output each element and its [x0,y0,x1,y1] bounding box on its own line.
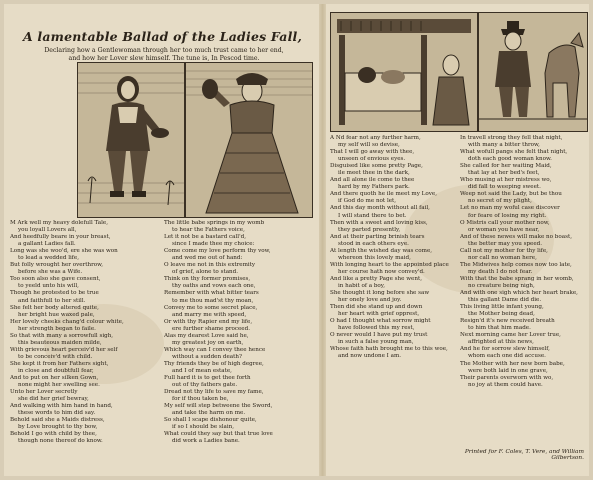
verse-line: since I made thee my choice: [172,241,255,248]
verse-line: the Mother being dead, [468,311,535,318]
verse-line: Come come my love perform thy vow, [164,248,271,255]
verse-line: Alas my dearest Love said he, [164,332,249,339]
verse-line: no creature being nigh, [468,282,535,289]
verse-line: to hear the Fathers voice, [172,227,245,234]
verse-line: She called for her waiting Maid, [460,163,552,170]
verse-line: Next morning came her Lover true, [460,332,561,339]
verse-line: did work a Ladies bane. [172,438,240,445]
right-page [326,4,589,476]
verse-line: if God do me not let, [338,198,397,205]
verse-line: in habit of a boy, [338,282,385,289]
verse-line: Long was she woo'd, ere she was won [10,248,118,255]
verse-line: by Love brought to thy bow, [18,424,98,431]
verse-line: The little babe springs in my womb [164,220,265,226]
verse-line: none might her swelling see. [18,382,100,389]
verse-line: And walking with him hand in hand, [10,403,113,410]
verse-line: the better may you speed. [468,240,543,247]
verse-line: O never would I have put my trust [330,332,428,339]
verse-line: in such a false young man, [338,339,414,346]
verse-line: And like a pretty Page she went, [330,275,422,282]
traveller-woodcut-icon [478,12,588,132]
verse-line: Let no man my woful case discover [460,205,560,212]
subtitle-line-1: Declaring how a Gentlewoman through her too much trust came to her end, [44,47,284,54]
verse-line: without a sudden death? [172,353,242,360]
verse-line: And he for sorrow slew himself, [460,346,550,353]
verse-line: M Ark well my heavy dolefull Tale, [10,220,109,226]
verse-line: Disguised like some pretty Page, [330,163,423,170]
verse-line: and wed me out of hand: [172,255,243,262]
verse-line: to be conceiv'd with child. [18,353,93,360]
verse-line: O had I thought what sorrow might [330,318,431,325]
subtitle-line-2: and how her Lover slew himself. The tune is, In Pescod time. [68,55,260,62]
verse-line: and I of mean estate, [172,367,232,374]
verse-line: And this day month without all fail, [330,205,430,212]
verse-line: her bright hue waxed pale, [18,311,95,318]
verse-line: and faithfull to her still. [18,297,86,304]
page-fold [319,4,326,476]
verse-line: her strength began to faile. [18,325,96,332]
verse-line: With grievous heart perceiv'd her self [10,346,118,353]
verse-line: doth each good woman know. [468,156,552,163]
verse-line: unseen of envious eyes. [338,156,406,163]
verse-line: whereon this lovely maid, [338,254,411,261]
verse-line: in close and doubtfull fear, [18,367,94,374]
verse-line: Too soon also she gave consent, [10,276,101,283]
ballad-title: A lamentable Ballad of the Ladies Fall, [22,29,303,44]
verse-line: Then did she stand up and down [330,304,423,311]
verse-line: The Midwives help comes now too late, [460,261,572,268]
verse-line: Convey me to some secret place, [164,304,258,311]
left-column-1 [10,220,158,446]
verse-line: and now undone I am. [338,353,402,360]
verse-line: Who musing at her mistress wo, [460,177,552,184]
verse-line: stood in each others eye. [338,240,409,247]
verse-line: Thy friends they be of high degree, [164,360,264,367]
verse-line: Unto her Lover secretly [10,389,78,396]
verse-line: With that the babe sprang in her womb, [460,275,574,282]
lady-woodcut-icon [185,62,313,218]
verse-line: and take the harm on me. [172,410,246,417]
verse-line: I will stand there to bet. [338,212,407,219]
verse-line: for feare of losing my right. [468,212,547,219]
verse-line: And there quoth he ile meet my Love, [330,191,437,198]
verse-line: And of these newes will make no boast, [460,233,572,240]
verse-line: Remember with what bitter tears [164,290,259,297]
verse-line: Whose faith hath brought me to this woe, [330,346,448,353]
left-page [4,4,319,476]
verse-line: A Nd fear not any further harm, [330,135,421,141]
verse-line: were both laid in one grave, [468,367,548,374]
verse-line: She thought it long before she saw [330,290,430,297]
verse-line: Resign'd it's new received breath [460,318,555,325]
imprint-line: Printed for F. Coles, T. Vere, and William Gilbertson. [464,449,584,461]
verse-line: That I will go away with thee, [330,149,415,156]
verse-line: this gallant Dame did die. [468,297,542,304]
right-column-2 [460,135,588,389]
verse-line: Their parents overworn with wo, [460,374,554,381]
broadside-sheet [4,4,589,476]
verse-line: her heart with grief opprest, [338,311,420,318]
verse-line: this beauteous maiden milde, [18,339,102,346]
verse-line: no joy at them could have. [468,381,543,388]
verse-line: or woman you have near, [468,226,540,233]
verse-line: O leave me not in this extremity [164,262,256,269]
verse-line: she did her grief bewray, [18,396,89,403]
verse-line: And at their parting brinish tears [330,233,425,240]
verse-line: of grief, alone to stand. [172,269,238,276]
verse-line: to me thou mad'st thy moan, [172,297,254,304]
verse-line: She felt her body altered quite, [10,304,99,311]
right-column-1 [330,135,458,361]
verse-line: In travell strong they fell that night, [460,135,563,141]
verse-line: if so I should be slain, [172,424,235,431]
verse-line: whom each one did accuse. [468,353,546,360]
verse-line: nor call no woman here, [468,254,537,261]
verse-line: Or with thy Rapier end my life, [164,318,253,325]
verse-line: these words to him did say. [18,410,96,417]
verse-line: Her lovely cheeks chang'd colour white, [10,318,124,325]
verse-line: did fall to weeping sweet. [468,184,541,191]
gentleman-woodcut-icon [77,62,185,218]
verse-line: My self will step betweene the Sword, [164,403,273,410]
verse-line: The Mother with her new born babe, [460,360,565,367]
verse-line: with many a bitter throw, [468,142,540,149]
verse-line: And with one sigh which her heart brake, [460,290,578,297]
verse-line: before she was a Wife. [18,269,83,276]
verse-line: ile meet thee in the dark, [338,170,410,177]
verse-line: a gallant Ladies fall. [18,241,76,248]
verse-line: So shall I scape dishonour quite, [164,417,257,424]
verse-line: And to put on her silken Gown, [10,375,99,382]
verse-line: affrighted at this news, [468,339,534,346]
verse-line: Call not my mother for thy life, [460,247,548,254]
verse-line: But folly wrought her overthrow, [10,262,104,269]
left-column-2 [164,220,314,446]
verse-line: have followed this my rest, [338,325,415,332]
verse-line: out of thy fathers gate. [172,382,238,389]
verse-line: Weep not said the Lady, but be thou [460,191,562,198]
ballad-subtitle [14,47,314,63]
verse-line: to yeeld unto his will, [18,283,79,290]
verse-line: Though he protested to be true [10,290,99,297]
verse-line: And all alone ile come to thee [330,177,415,184]
verse-line: With longing heart to the appointed place [330,261,449,268]
verse-line: her onely love and joy. [338,297,402,304]
verse-line: Think on thy former promises, [164,276,251,283]
verse-line: She kept it from her Fathers sight, [10,360,109,367]
verse-line: Let it not be a bastard call'd, [164,234,246,241]
verse-line: Then with a sweet and loving kiss, [330,219,428,226]
verse-line: you loyall Lovers all, [18,227,77,234]
verse-line: thy oaths and vows each one, [172,283,256,290]
verse-line: they parted presently, [338,226,401,233]
verse-line: to him that him made. [468,325,531,332]
verse-line: O Mistris call your mother now, [460,219,550,226]
verse-line: that lay at her bed's feet, [468,170,540,177]
verse-line: no secret of my plight, [468,198,532,205]
verse-line: This living little infant young, [460,304,544,311]
bedchamber-woodcut-icon [330,12,478,132]
verse-line: her course hath now convey'd. [338,268,425,275]
verse-line: Dread not thy life to save my fame, [164,389,264,396]
verse-line: Behold I go with child by thee, [10,431,97,438]
verse-line: to lead a wedded life, [18,255,79,262]
verse-line: my self will so devise, [338,142,400,149]
verse-line: my death I do not fear. [468,268,533,275]
verse-line: Behold said she a Maids distress, [10,417,105,424]
verse-line: hard by my Fathers park. [338,184,410,191]
verse-line: What wofull pangs she felt that night, [460,149,568,156]
verse-line: ere further shame proceed. [172,325,250,332]
verse-line: At length the wished day was come, [330,247,433,254]
verse-line: Full hard it is to get thee forth [164,375,251,382]
verse-line: though none thereof do know. [18,438,103,445]
verse-line: What could they say but that true love [164,431,273,438]
verse-line: and marry me with speed, [172,311,247,318]
verse-line: Which way can I convey thee hence [164,346,266,353]
verse-line: And heedfully beare in your breast, [10,234,111,241]
verse-line: for if thou taken be, [172,396,229,403]
verse-line: my greatest joy on earth, [172,339,244,346]
verse-line: So that with many a sorrowfull sigh, [10,332,114,339]
